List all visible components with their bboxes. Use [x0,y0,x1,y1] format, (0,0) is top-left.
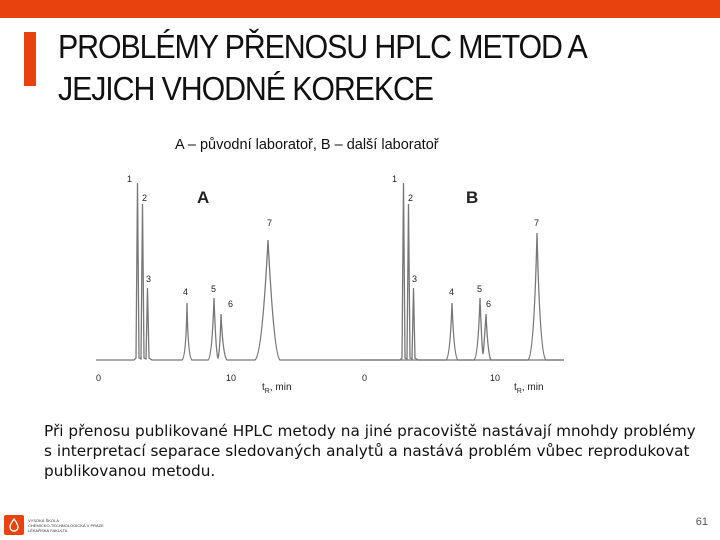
x-tick-a-10: 10 [226,373,237,383]
x-tick-b-0: 0 [362,373,368,383]
logo-line-1: VYSOKÁ ŠKOLA [28,518,59,523]
peak-label-b-6: 6 [486,299,492,309]
university-logo [4,515,144,537]
peak-label-a-3: 3 [146,274,152,284]
peak-label-b-4: 4 [449,287,455,297]
title-accent-marker [24,32,36,86]
peak-label-b-3: 3 [412,274,418,284]
x-tick-b-10: 10 [490,373,501,383]
chromatogram-trace-a [96,183,564,360]
chromatogram-panel-a [96,174,564,395]
peak-label-b-7: 7 [534,218,540,228]
panel-label-b: B [466,188,479,207]
slide-title: PROBLÉMY PŘENOSU HPLC METOD A JEJICH VHODNÉ KOREKCE [58,28,586,107]
peak-label-a-2: 2 [142,193,148,203]
peak-label-b-5: 5 [477,284,483,294]
logo-line-2: CHEMICKO-TECHNOLOGICKÁ V PRAZE [28,523,104,528]
peak-label-b-1: 1 [392,174,398,184]
chromatogram-panel-b [360,174,564,395]
logo-text [28,518,104,533]
logo-mark-icon [4,515,24,535]
peak-label-a-4: 4 [183,287,189,297]
figure-caption: A – původní laboratoř, B – další laboratoř [175,137,439,153]
peak-label-b-2: 2 [408,193,414,203]
chromatogram-figure [90,158,610,408]
peak-label-a-1: 1 [127,174,133,184]
page-number: 61 [695,516,708,528]
peak-label-a-7: 7 [267,218,273,228]
slide-body-text: Při přenosu publikované HPLC metody na jiné pracoviště nastávají mnohdy problémy s interpretací separace sledovaných analytů a nastává problém vůbec reprodukovat publikovanou metodu. [44,422,696,480]
top-accent-bar [0,0,720,18]
logo-line-3: LÉKAŘSKÁ FAKULTA [28,528,68,533]
peak-label-a-6: 6 [228,299,234,309]
x-axis-label-b: $t_R$, min [514,382,544,395]
chromatogram-trace-b [360,183,564,360]
x-axis-label-a: $t_R$, min [262,382,292,395]
x-tick-a-0: 0 [96,373,102,383]
peak-label-a-5: 5 [211,284,217,294]
panel-label-a: A [197,188,210,207]
